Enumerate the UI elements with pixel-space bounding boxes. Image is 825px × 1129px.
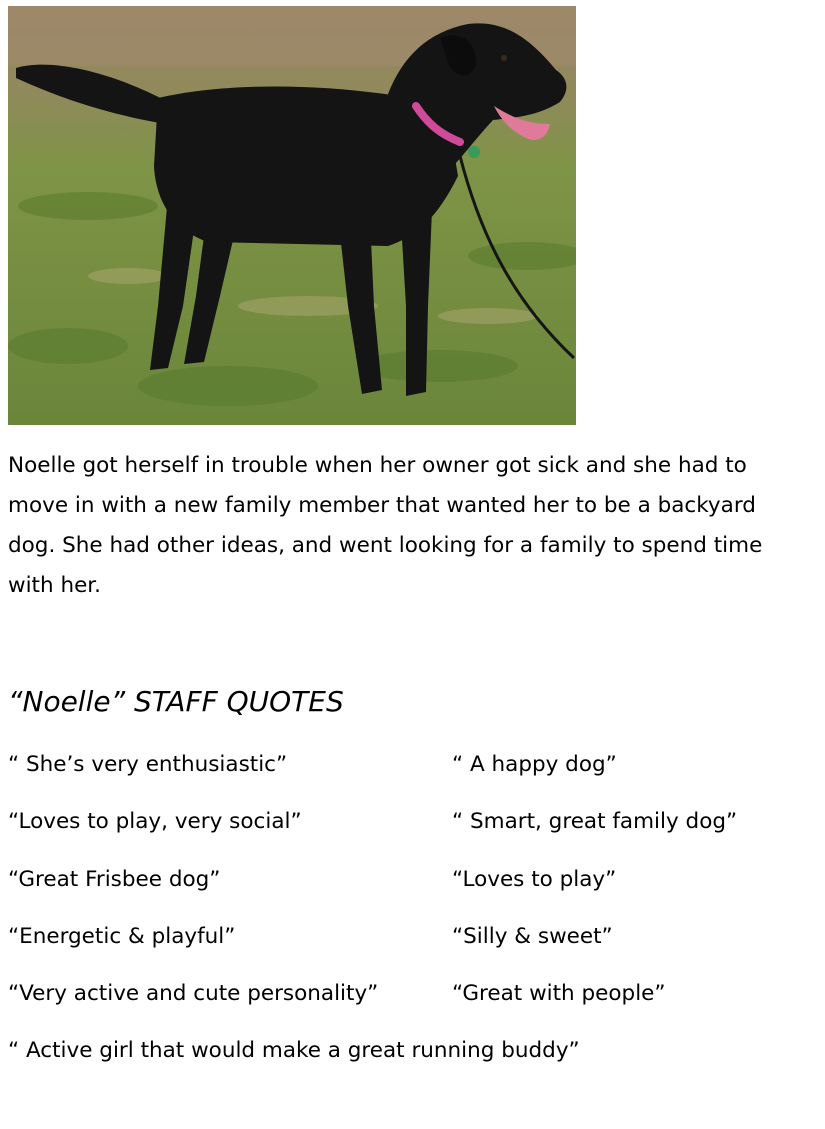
staff-quote: “ Active girl that would make a great running buddy” bbox=[8, 1038, 580, 1063]
story-paragraph: Noelle got herself in trouble when her owner got sick and she had to move in with a new family member that wanted her to be a backyard dog. She had other ideas, and went looking for a family to spend time with her. bbox=[8, 453, 763, 598]
staff-quote: “ She’s very enthusiastic” bbox=[8, 752, 288, 777]
black-dog-image bbox=[8, 6, 576, 425]
staff-quote: “ Smart, great family dog” bbox=[452, 809, 738, 834]
staff-quote: “Loves to play” bbox=[452, 867, 617, 892]
staff-quote: “Loves to play, very social” bbox=[8, 809, 302, 834]
staff-quotes-heading: “Noelle” STAFF QUOTES bbox=[8, 685, 344, 718]
staff-quote: “Very active and cute personality” bbox=[8, 981, 379, 1006]
staff-quote: “ A happy dog” bbox=[452, 752, 617, 777]
staff-quote: “Great with people” bbox=[452, 981, 666, 1006]
staff-quote: “Energetic & playful” bbox=[8, 924, 236, 949]
dog-photo bbox=[8, 6, 576, 425]
staff-quote: “Great Frisbee dog” bbox=[8, 867, 221, 892]
staff-quote: “Silly & sweet” bbox=[452, 924, 613, 949]
